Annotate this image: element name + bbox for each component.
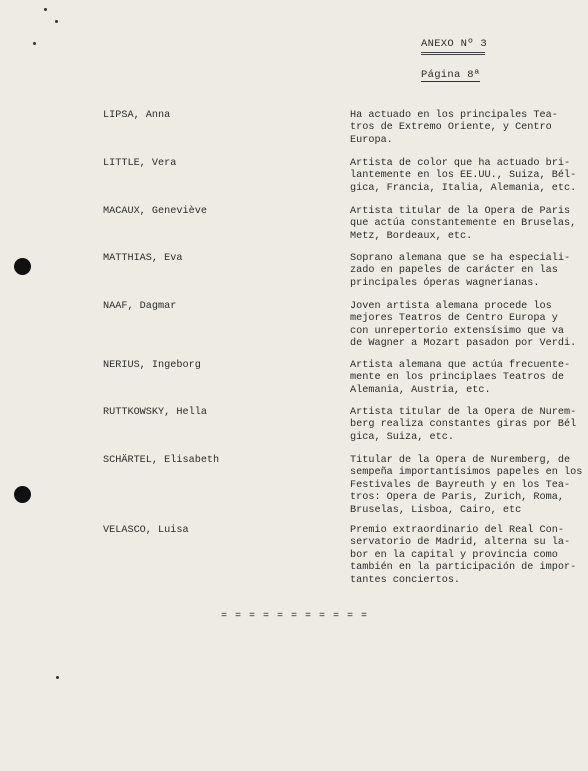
annex-title: ANEXO Nº 3 xyxy=(421,38,488,50)
artist-description: Titular de la Opera de Nuremberg, de sempeña importantísimos papeles en los Festivales de Bayreuth y en los Tea- tros: Opera de Paris, Zurich, Roma, Bruselas, Lisboa, Cairo, etc xyxy=(350,455,583,516)
annex-double-underline xyxy=(421,52,485,55)
artist-name: NAAF, Dagmar xyxy=(103,301,177,312)
artist-name: NERIUS, Ingeborg xyxy=(103,360,201,371)
artist-name: LIPSA, Anna xyxy=(103,110,171,121)
punch-hole xyxy=(14,486,31,503)
paper-speck xyxy=(56,676,59,679)
artist-description: Joven artista alemana procede los mejores Teatros de Centro Europa y con unrepertorio extensísimo que va de Wagner a Mozart pasadon por Verdi. xyxy=(350,301,577,350)
artist-description: Artista titular de la Opera de Paris que actúa constantemente en Bruselas, Metz, Bordeaux, etc. xyxy=(350,206,577,242)
artist-name: VELASCO, Luisa xyxy=(103,525,189,536)
paper-speck xyxy=(55,20,58,23)
artist-description: Premio extraordinario del Real Con- servatorio de Madrid, alterna su la- bor en la capital y provincia como también en la participación de impor- tantes conciertos. xyxy=(350,525,577,586)
paper-speck xyxy=(33,42,36,45)
artist-description: Ha actuado en los principales Tea- tros de Extremo Oriente, y Centro Europa. xyxy=(350,110,558,146)
page-number: Página 8ª xyxy=(421,69,481,81)
artist-name: MACAUX, Geneviève xyxy=(103,206,207,217)
artist-name: MATTHIAS, Eva xyxy=(103,253,183,264)
artist-name: RUTTKOWSKY, Hella xyxy=(103,407,207,418)
artist-name: SCHÄRTEL, Elisabeth xyxy=(103,455,220,466)
artist-description: Artista alemana que actúa frecuente- mente en los principlaes Teatros de Alemania, Austria, etc. xyxy=(350,360,571,396)
page-header xyxy=(421,38,487,82)
punch-hole xyxy=(14,258,31,275)
closing-rule: = = = = = = = = = = = xyxy=(221,611,369,622)
paper-speck xyxy=(44,8,47,11)
artist-description: Soprano alemana que se ha especiali- zado en papeles de carácter en las principales óperas wagnerianas. xyxy=(350,253,571,289)
artist-description: Artista de color que ha actuado bri- lantemente en los EE.UU., Suiza, Bél- gica, Francia, Italia, Alemania, etc. xyxy=(350,158,577,194)
artist-name: LITTLE, Vera xyxy=(103,158,177,169)
artist-description: Artista titular de la Opera de Nurem- berg realiza constantes giras por Bél gica, Suiza, etc. xyxy=(350,407,577,443)
